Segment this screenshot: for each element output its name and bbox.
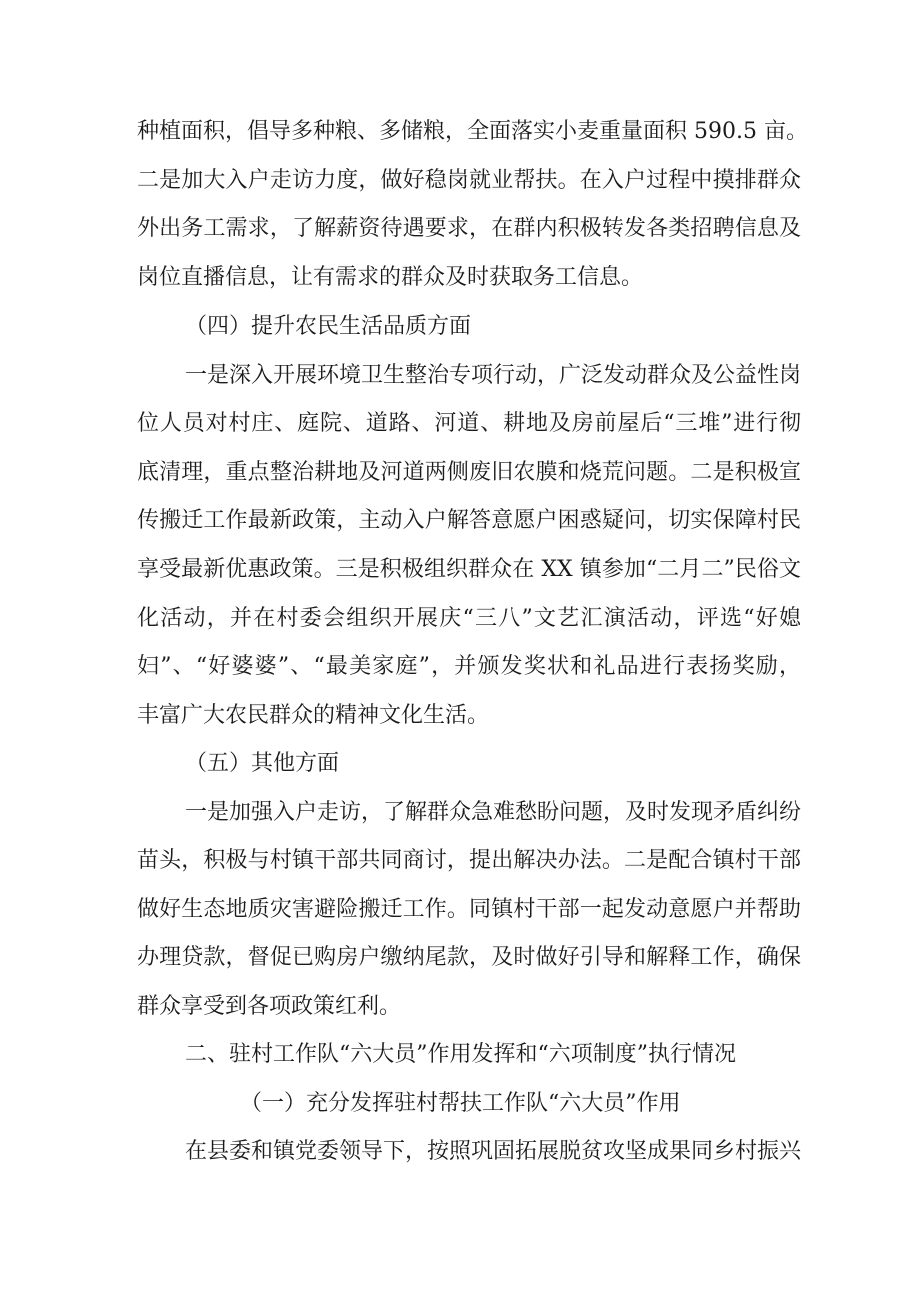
paragraph-line: 底清理，重点整治耕地及河道两侧废旧农膜和烧荒问题。二是积极宣 bbox=[137, 460, 801, 485]
paragraph-line: 位人员对村庄、庭院、道路、河道、耕地及房前屋后“三堆”进行彻 bbox=[137, 411, 801, 436]
paragraph-line: 岗位直播信息，让有需求的群众及时获取务工信息。 bbox=[137, 265, 644, 290]
section-heading: （五）其他方面 bbox=[185, 751, 340, 776]
paragraph-line: 二是加大入户走访力度，做好稳岗就业帮扶。在入户过程中摸排群众 bbox=[137, 168, 801, 193]
paragraph-line: 在县委和镇党委领导下，按照巩固拓展脱贫攻坚成果同乡村振兴 bbox=[185, 1139, 802, 1164]
paragraph-line: 一是加强入户走访，了解群众急难愁盼问题，及时发现矛盾纠纷 bbox=[185, 800, 802, 825]
paragraph-line: 办理贷款，督促已购房户缴纳尾款，及时做好引导和解释工作，确保 bbox=[137, 945, 801, 970]
paragraph-line: 外出务工需求，了解薪资待遇要求，在群内积极转发各类招聘信息及 bbox=[137, 216, 801, 241]
paragraph-line: 做好生态地质灾害避险搬迁工作。同镇村干部一起发动意愿户并帮助 bbox=[137, 897, 801, 922]
paragraph-line: 享受最新优惠政策。三是积极组织群众在 XX 镇参加“二月二”民俗文 bbox=[137, 557, 801, 582]
paragraph-line: 群众享受到各项政策红利。 bbox=[137, 994, 402, 1019]
paragraph-line: 丰富广大农民群众的精神文化生活。 bbox=[137, 703, 490, 728]
paragraph-line: 一是深入开展环境卫生整治专项行动，广泛发动群众及公益性岗 bbox=[185, 363, 802, 388]
chapter-heading: 二、驻村工作队“六大员”作用发挥和“六项制度”执行情况 bbox=[185, 1042, 736, 1067]
paragraph-line: 种植面积，倡导多种粮、多储粮，全面落实小麦重量面积 590.5 亩。 bbox=[137, 119, 808, 144]
paragraph-line: 妇”、“好婆婆”、“最美家庭”，并颁发奖状和礼品进行表扬奖励， bbox=[137, 654, 801, 679]
paragraph-line: 苗头，积极与村镇干部共同商讨，提出解决办法。二是配合镇村干部 bbox=[137, 848, 801, 873]
paragraph-line: 化活动，并在村委会组织开展庆“三八”文艺汇演活动，评选“好媳 bbox=[137, 606, 801, 631]
paragraph-line: 传搬迁工作最新政策，主动入户解答意愿户困惑疑问，切实保障村民 bbox=[137, 508, 801, 533]
section-heading: （一）充分发挥驻村帮扶工作队“六大员”作用 bbox=[240, 1091, 681, 1116]
section-heading: （四）提升农民生活品质方面 bbox=[185, 314, 472, 339]
